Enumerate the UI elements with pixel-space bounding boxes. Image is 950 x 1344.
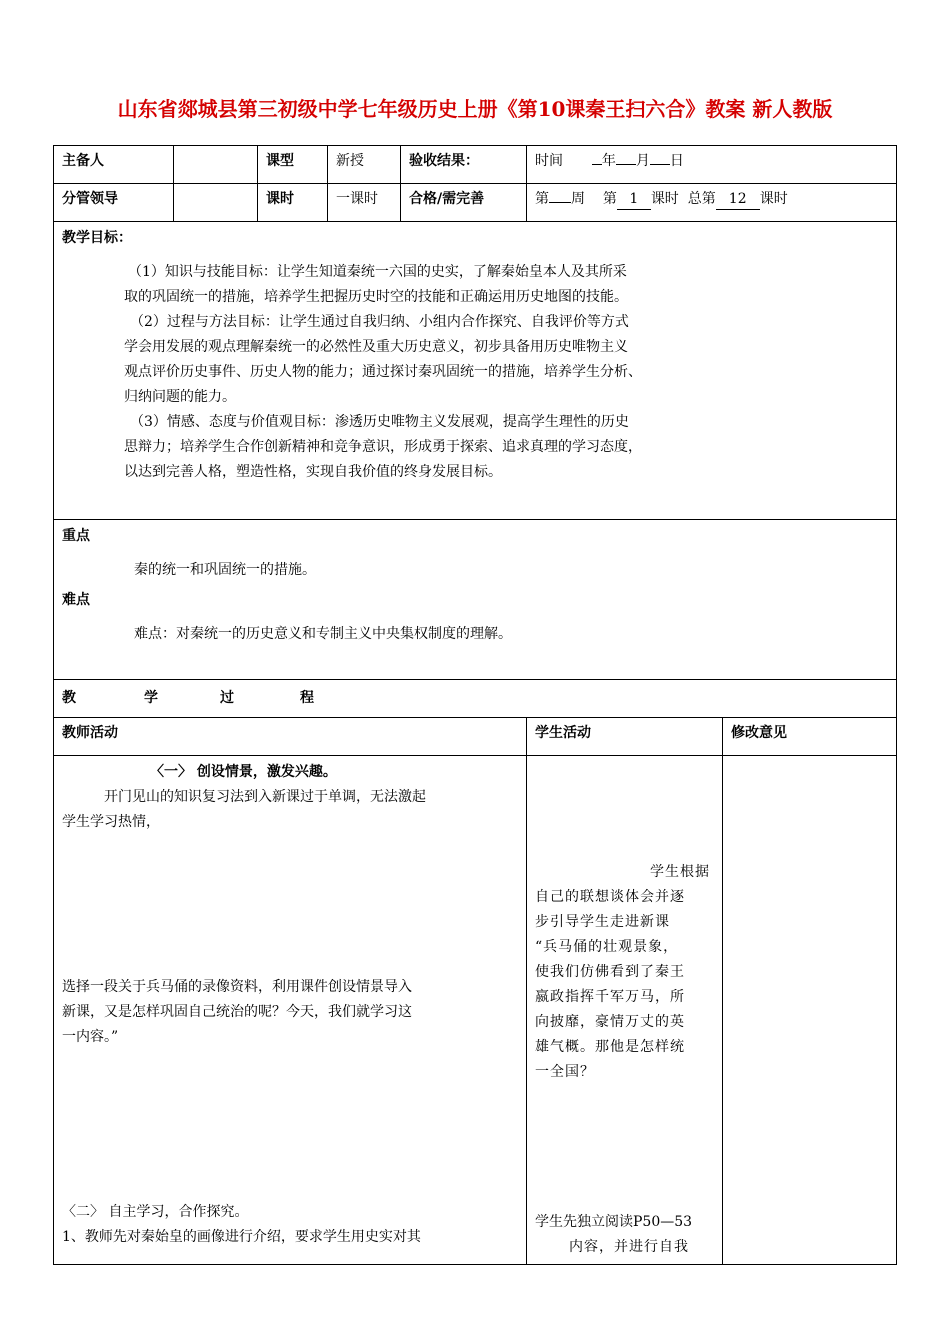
- difficult-text: 难点：对秦统一的历史意义和专制主义中央集权制度的理解。: [134, 626, 512, 642]
- teacher-text: 新课，又是怎样巩固自己统治的呢？今天，我们就学习这: [62, 1004, 412, 1020]
- time-cell: [527, 146, 897, 184]
- student-text: 雄气概。那他是怎样统: [535, 1039, 685, 1055]
- process-char: 教: [62, 690, 76, 706]
- leader-label: 分管领导: [54, 184, 174, 222]
- week-prefix: 第: [535, 191, 549, 207]
- header-row-1: [54, 146, 897, 184]
- process-row: [54, 680, 897, 718]
- total-prefix: 总第: [687, 191, 716, 207]
- key-points-row: [54, 520, 897, 680]
- objective-line: （1）知识与技能目标：让学生知道秦统一六国的史实，了解秦始皇本人及其所采: [128, 264, 627, 280]
- type-label: 课型: [258, 146, 328, 184]
- objective-line: 以达到完善人格，塑造性格，实现自我价值的终身发展目标。: [124, 464, 502, 480]
- student-activity-cell: [527, 756, 723, 1265]
- student-text: 向披靡，豪情万丈的英: [535, 1014, 685, 1030]
- week-suffix: 周: [571, 191, 585, 207]
- schedule-cell: [527, 184, 897, 222]
- objectives-row: [54, 222, 897, 520]
- process-char: 过: [220, 690, 234, 706]
- objective-line: 学会用发展的观点理解秦统一的必然性及重大历史意义，初步具备用历史唯物主义: [124, 339, 628, 355]
- revision-cell: [723, 756, 897, 1265]
- document-title: 山东省郯城县第三初级中学七年级历史上册《第10课秦王扫六合》教案 新人教版: [117, 97, 833, 121]
- key-text: 秦的统一和巩固统一的措施。: [134, 562, 316, 578]
- lesson-plan-table: [53, 145, 897, 1265]
- process-char: 学: [144, 690, 158, 706]
- student-text: 一全国？: [535, 1064, 595, 1080]
- time-label: 时间: [535, 153, 563, 169]
- teacher-text: 1、教师先对秦始皇的画像进行介绍，要求学生用史实对其: [62, 1229, 421, 1245]
- leader-value: [174, 184, 258, 222]
- student-text: “兵马俑的壮观景象，: [535, 939, 679, 955]
- total-suffix: 课时: [759, 191, 788, 207]
- difficult-label: 难点: [62, 592, 90, 608]
- student-text: 步引导学生走进新课: [535, 914, 670, 930]
- revision-header: 修改意见: [723, 718, 897, 756]
- student-text: 使我们仿佛看到了秦王: [535, 964, 685, 980]
- pass-label: 合格/需完善: [401, 184, 527, 222]
- objectives-label: 教学目标：: [62, 230, 132, 246]
- teacher-text: 选择一段关于兵马俑的录像资料，利用课件创设情景导入: [62, 979, 412, 995]
- section-1-title: 〈一〉 创设情景，激发兴趣。: [150, 764, 337, 780]
- header-row-2: [54, 184, 897, 222]
- total-number: 12: [716, 189, 760, 210]
- activity-header-row: [54, 718, 897, 756]
- student-text: 学生先独立阅读P50—53: [535, 1214, 693, 1230]
- check-label: 验收结果：: [401, 146, 527, 184]
- objective-line: （2）过程与方法目标：让学生通过自我归纳、小组内合作探究、自我评价等方式: [130, 314, 629, 330]
- objective-line: 归纳问题的能力。: [124, 389, 236, 405]
- student-text: 自己的联想谈体会并逐: [535, 889, 685, 905]
- teacher-text: 学生学习热情，: [62, 814, 160, 830]
- lesson-suffix: 课时: [650, 191, 679, 207]
- teacher-text: 一内容。”: [62, 1029, 119, 1045]
- objective-line: 取的巩固统一的措施，培养学生把握历史时空的技能和正确运用历史地图的技能。: [124, 289, 628, 305]
- teacher-activity-cell: [54, 756, 527, 1265]
- teacher-activity-header: 教师活动: [54, 718, 527, 756]
- student-text: 嬴政指挥千军万马，所: [535, 989, 685, 1005]
- period-label: 课时: [258, 184, 328, 222]
- objectives-cell: [54, 222, 897, 520]
- lesson-prefix: 第: [602, 191, 617, 207]
- prep-value: [174, 146, 258, 184]
- key-label: 重点: [62, 528, 90, 544]
- period-value: 一课时: [328, 184, 401, 222]
- process-char: 程: [300, 690, 314, 706]
- prep-label: 主备人: [54, 146, 174, 184]
- lesson-number: 1: [617, 189, 651, 210]
- objective-line: （3）情感、态度与价值观目标：渗透历史唯物主义发展观，提高学生理性的历史: [130, 414, 629, 430]
- teacher-text: 开门见山的知识复习法到入新课过于单调，无法激起: [104, 789, 426, 805]
- type-value: 新授: [328, 146, 401, 184]
- objective-line: 观点评价历史事件、历史人物的能力；通过探讨秦巩固统一的措施，培养学生分析、: [124, 364, 642, 380]
- student-text: 学生根据: [650, 864, 710, 880]
- objective-line: 思辩力；培养学生合作创新精神和竞争意识，形成勇于探索、追求真理的学习态度，: [124, 439, 642, 455]
- student-text: 内容，并进行自我: [569, 1239, 689, 1255]
- day-label: 日: [669, 153, 684, 169]
- section-2-title: 〈二〉 自主学习，合作探究。: [62, 1204, 249, 1220]
- month-label: 月: [635, 153, 650, 169]
- process-heading: [54, 680, 897, 718]
- student-activity-header: 学生活动: [527, 718, 723, 756]
- year-label: 年: [601, 153, 616, 169]
- activity-content-row: [54, 756, 897, 1265]
- key-points-cell: [54, 520, 897, 680]
